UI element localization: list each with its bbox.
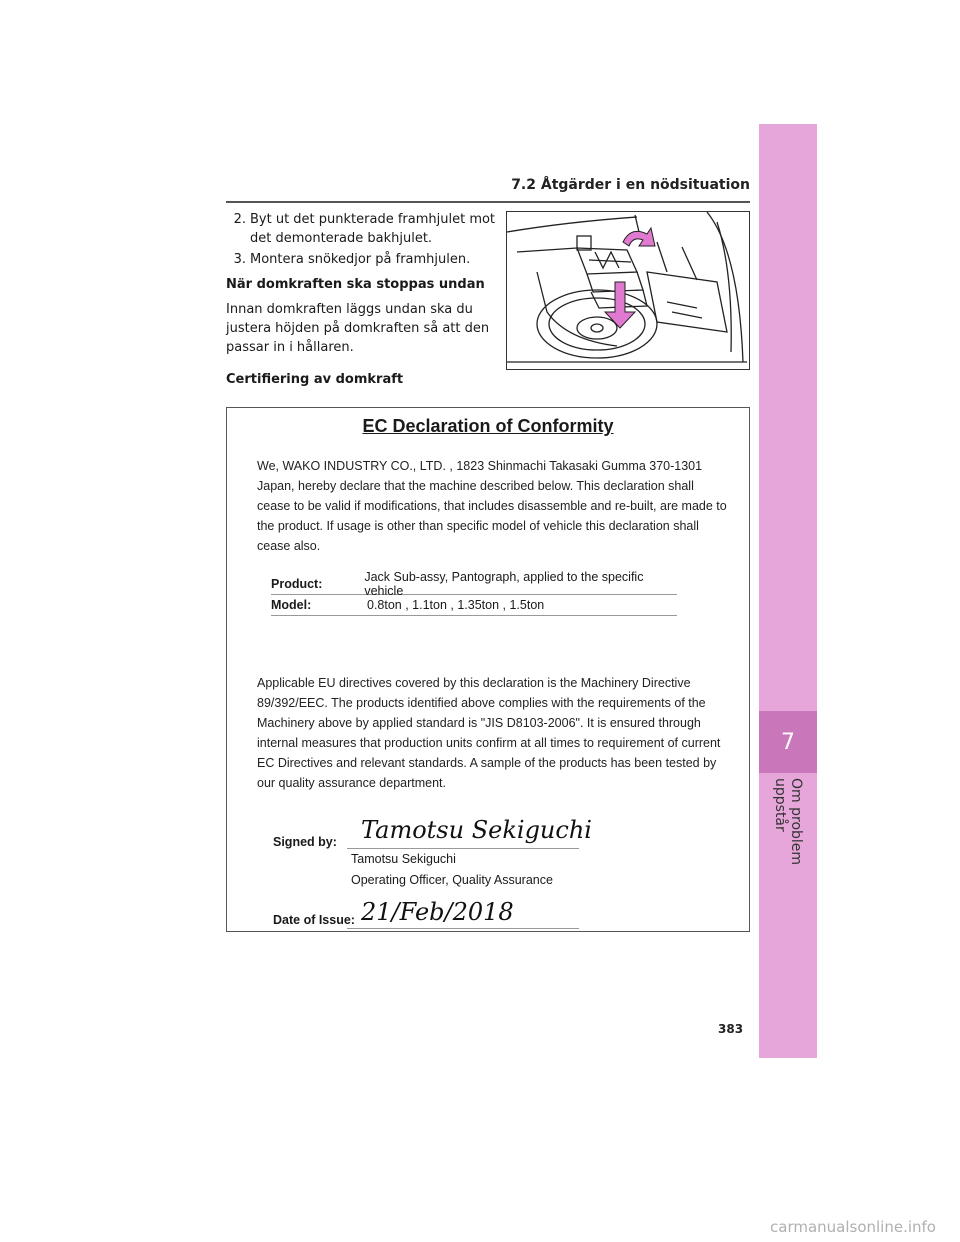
chapter-number: 7 [781,729,795,755]
product-value: Jack Sub-assy, Pantograph, applied to the specific vehicle [364,570,644,598]
ec-declaration [226,407,750,932]
ec-heading: EC Declaration of Conformity [362,416,614,436]
step-item [226,210,498,248]
date-line [347,928,579,929]
stow-heading: När domkraften ska stoppas undan [226,277,485,292]
signed-by-label: Signed by: [273,835,337,849]
chapter-label: Om problem uppstår [772,778,804,866]
model-row [271,595,677,616]
instructions [226,210,498,357]
certification-title: Certifiering av domkraft [226,372,404,387]
jack-stowage-drawing [507,212,749,369]
signature-line [347,848,579,849]
step-number: 2. [233,212,246,227]
jack-illustration [506,211,750,370]
date-label: Date of Issue: [273,913,355,927]
ec-directive-paragraph: Applicable EU directives covered by this declaration is the Machinery Directive 89/392/EEC. The products identified above complies with the requirements of the Machinery above by applied standard is "JIS D8103-2006". It is ensured through internal measures that production units confirm at all times to requirement of current EC Directives and relevant standards. A sample of the products has been tested by our quality assurance department. [257,676,721,790]
step-text: Montera snökedjor på framhjulen. [250,252,471,267]
watermark: carmanualsonline.info [770,1218,936,1236]
ec-intro-paragraph: We, WAKO INDUSTRY CO., LTD. , 1823 Shinmachi Takasaki Gumma 370-1301 Japan, hereby declare that the machine described below. This declaration shall cease to be valid if modifications, that includes disassemble and re-built, are made to the product. If usage is other than specific model of vehicle this declaration shall cease also. [257,459,727,553]
handwritten-date: 21/Feb/2018 [361,898,514,926]
step-number: 3. [233,252,246,267]
signer-name: Tamotsu Sekiguchi [351,852,456,866]
section-header [226,177,750,203]
stow-body: Innan domkraften läggs undan ska du justera höjden på domkraften så att den passar in i hållaren. [226,302,490,355]
model-value: 0.8ton , 1.1ton , 1.35ton , 1.5ton [367,598,545,612]
chapter-side-tab [759,124,817,1058]
product-label: Product: [271,577,323,591]
step-text: Byt ut det punkterade framhjulet mot det demonterade bakhjulet. [250,212,496,246]
product-row [271,570,677,598]
handwritten-signature: Tamotsu Sekiguchi [361,816,592,844]
page-number: 383 [718,1022,744,1036]
section-title: 7.2 Åtgärder i en nödsituation [511,177,750,193]
model-label: Model: [271,598,312,612]
signer-title: Operating Officer, Quality Assurance [351,873,553,887]
step-item [226,250,498,269]
chapter-number-box [759,711,817,773]
